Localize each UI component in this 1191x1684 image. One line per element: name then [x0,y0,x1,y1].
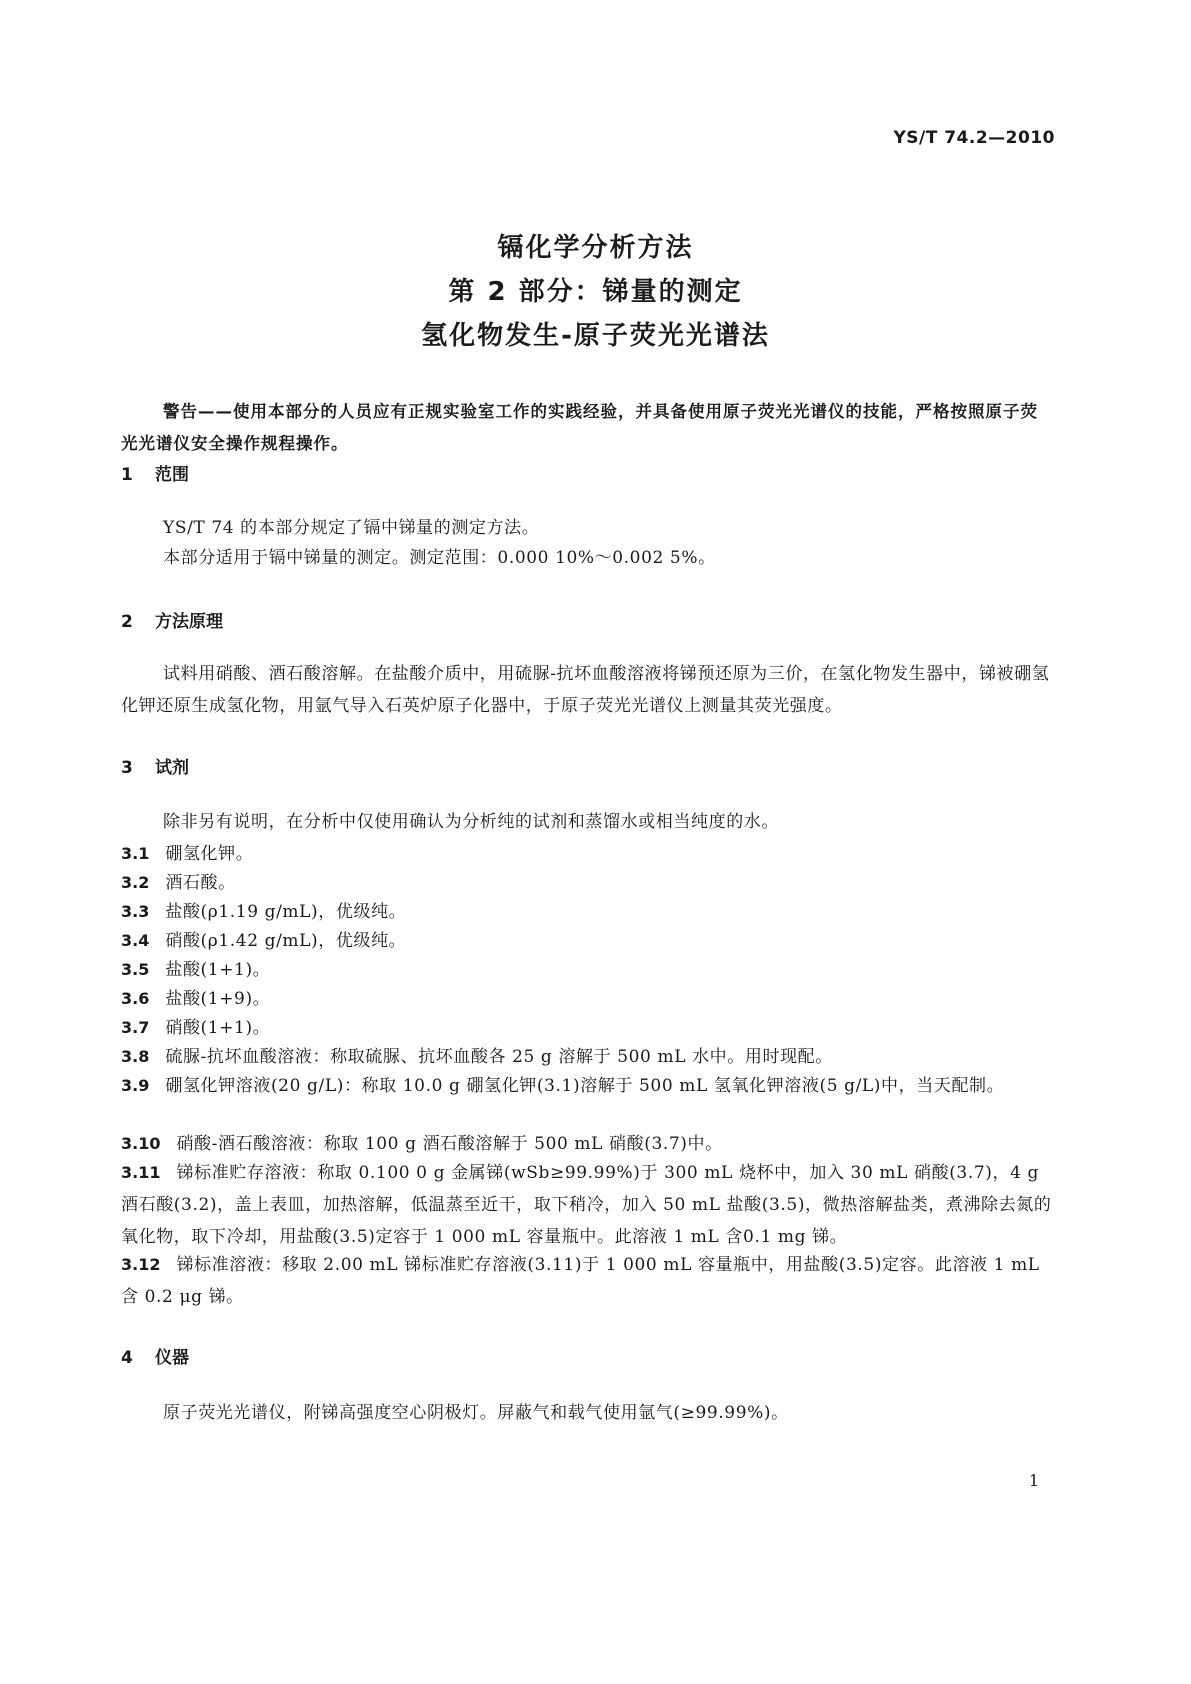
section-1-paragraph-1: YS/T 74 的本部分规定了镉中锑量的测定方法。 [163,518,540,538]
item-number: 3.10 [121,1134,161,1153]
reagent-item-3-6 [121,983,1055,1015]
section-3-heading [121,753,189,778]
title-line-1: 镉化学分析方法 [497,233,694,263]
item-text: 硫脲-抗坏血酸溶液：称取硫脲、抗坏血酸各 25 g 溶解于 500 mL 水中。用时现配。 [165,1047,833,1067]
item-text: 硝酸(1+1)。 [165,1018,271,1038]
item-number: 3.5 [121,960,150,979]
reagent-item-3-7 [121,1012,1055,1044]
item-text: 酒石酸。 [165,873,236,893]
item-number: 3.7 [121,1018,150,1037]
item-text: 硝酸-酒石酸溶液：称取 100 g 酒石酸溶解于 500 mL 硝酸(3.7)中。 [176,1134,723,1154]
section-3-intro: 除非另有说明，在分析中仅使用确认为分析纯的试剂和蒸馏水或相当纯度的水。 [163,812,779,832]
page-number: 1 [1028,1471,1039,1490]
item-text: 硝酸(ρ1.42 g/mL)，优级纯。 [165,931,407,951]
section-2-paragraph-1: 试料用硝酸、酒石酸溶解。在盐酸介质中，用硫脲-抗坏血酸溶液将锑预还原为三价，在氢化物发生器中，锑被硼氢化钾还原生成氢化物，用氩气导入石英炉原子化器中，于原子荧光光谱仪上测量其荧光强度。 [121,664,1050,716]
item-text: 盐酸(1+1)。 [165,960,271,980]
item-text: 硼氢化钾。 [165,844,254,864]
item-number: 3.4 [121,931,150,950]
reagent-item-3-10 [121,1128,1055,1160]
section-4-paragraph-1: 原子荧光光谱仪，附锑高强度空心阴极灯。屏蔽气和载气使用氩气(≥99.99%)。 [163,1403,789,1423]
item-text: 硼氢化钾溶液(20 g/L)：称取 10.0 g 硼氢化钾(3.1)溶解于 500 mL 氢氧化钾溶液(5 g/L)中，当天配制。 [165,1076,1005,1096]
document-title [0,226,1191,358]
reagent-item-3-4 [121,925,1055,957]
title-line-3: 氢化物发生-原子荧光光谱法 [421,321,770,351]
item-number: 3.1 [121,844,150,863]
item-text: 锑标准溶液：移取 2.00 mL 锑标准贮存溶液(3.11)于 1 000 mL 容量瓶中，用盐酸(3.5)定容。此溶液 1 mL 含 0.2 μg 锑。 [121,1255,1040,1307]
item-text: 锑标准贮存溶液：称取 0.100 0 g 金属锑(wSb≥99.99%)于 300 mL 烧杯中，加入 30 mL 硝酸(3.7)，4 g 酒石酸(3.2)，盖上表皿，加热溶解，低温蒸至近干，取下稍冷，加入 50 mL 盐酸(3.5)，微热溶解盐类，煮沸除去氮的氧化物，取下冷却，用盐酸(3.5)定容于 1 000 mL 容量瓶中。此溶液 1 mL 含0.1 mg 锑。 [121,1163,1052,1247]
item-number: 3.9 [121,1076,150,1095]
reagent-item-3-1 [121,838,1055,870]
section-4-heading [121,1343,189,1368]
section-number: 4 [121,1348,133,1368]
reagent-item-3-5 [121,954,1055,986]
item-number: 3.6 [121,989,150,1008]
section-1-heading [121,460,189,485]
reagent-item-3-2 [121,867,1055,899]
item-number: 3.3 [121,902,150,921]
section-number: 1 [121,465,133,485]
section-1-paragraph-2: 本部分适用于镉中锑量的测定。测定范围：0.000 10%～0.002 5%。 [163,548,716,568]
item-text: 盐酸(1+9)。 [165,989,271,1009]
section-2-heading [121,607,223,632]
item-number: 3.2 [121,873,150,892]
reagent-item-3-11 [121,1157,1055,1253]
warning-text: 警告——使用本部分的人员应有正规实验室工作的实践经验，并具备使用原子荧光光谱仪的技能，严格按照原子荧光光谱仪安全操作规程操作。 [121,402,1038,453]
reagent-item-3-9 [121,1070,1055,1102]
item-number: 3.11 [121,1163,161,1182]
reagent-item-3-8 [121,1041,1055,1073]
item-number: 3.12 [121,1255,161,1274]
section-number: 2 [121,612,133,632]
reagent-item-3-12 [121,1249,1055,1313]
section-title: 方法原理 [155,612,223,632]
section-title: 仪器 [155,1348,189,1368]
item-text: 盐酸(ρ1.19 g/mL)，优级纯。 [165,902,407,922]
reagent-item-3-3 [121,896,1055,928]
title-line-2: 第 2 部分：锑量的测定 [448,277,743,307]
item-number: 3.8 [121,1047,150,1066]
section-title: 试剂 [155,758,189,778]
section-number: 3 [121,758,133,778]
section-title: 范围 [155,465,189,485]
standard-code: YS/T 74.2—2010 [893,128,1055,148]
